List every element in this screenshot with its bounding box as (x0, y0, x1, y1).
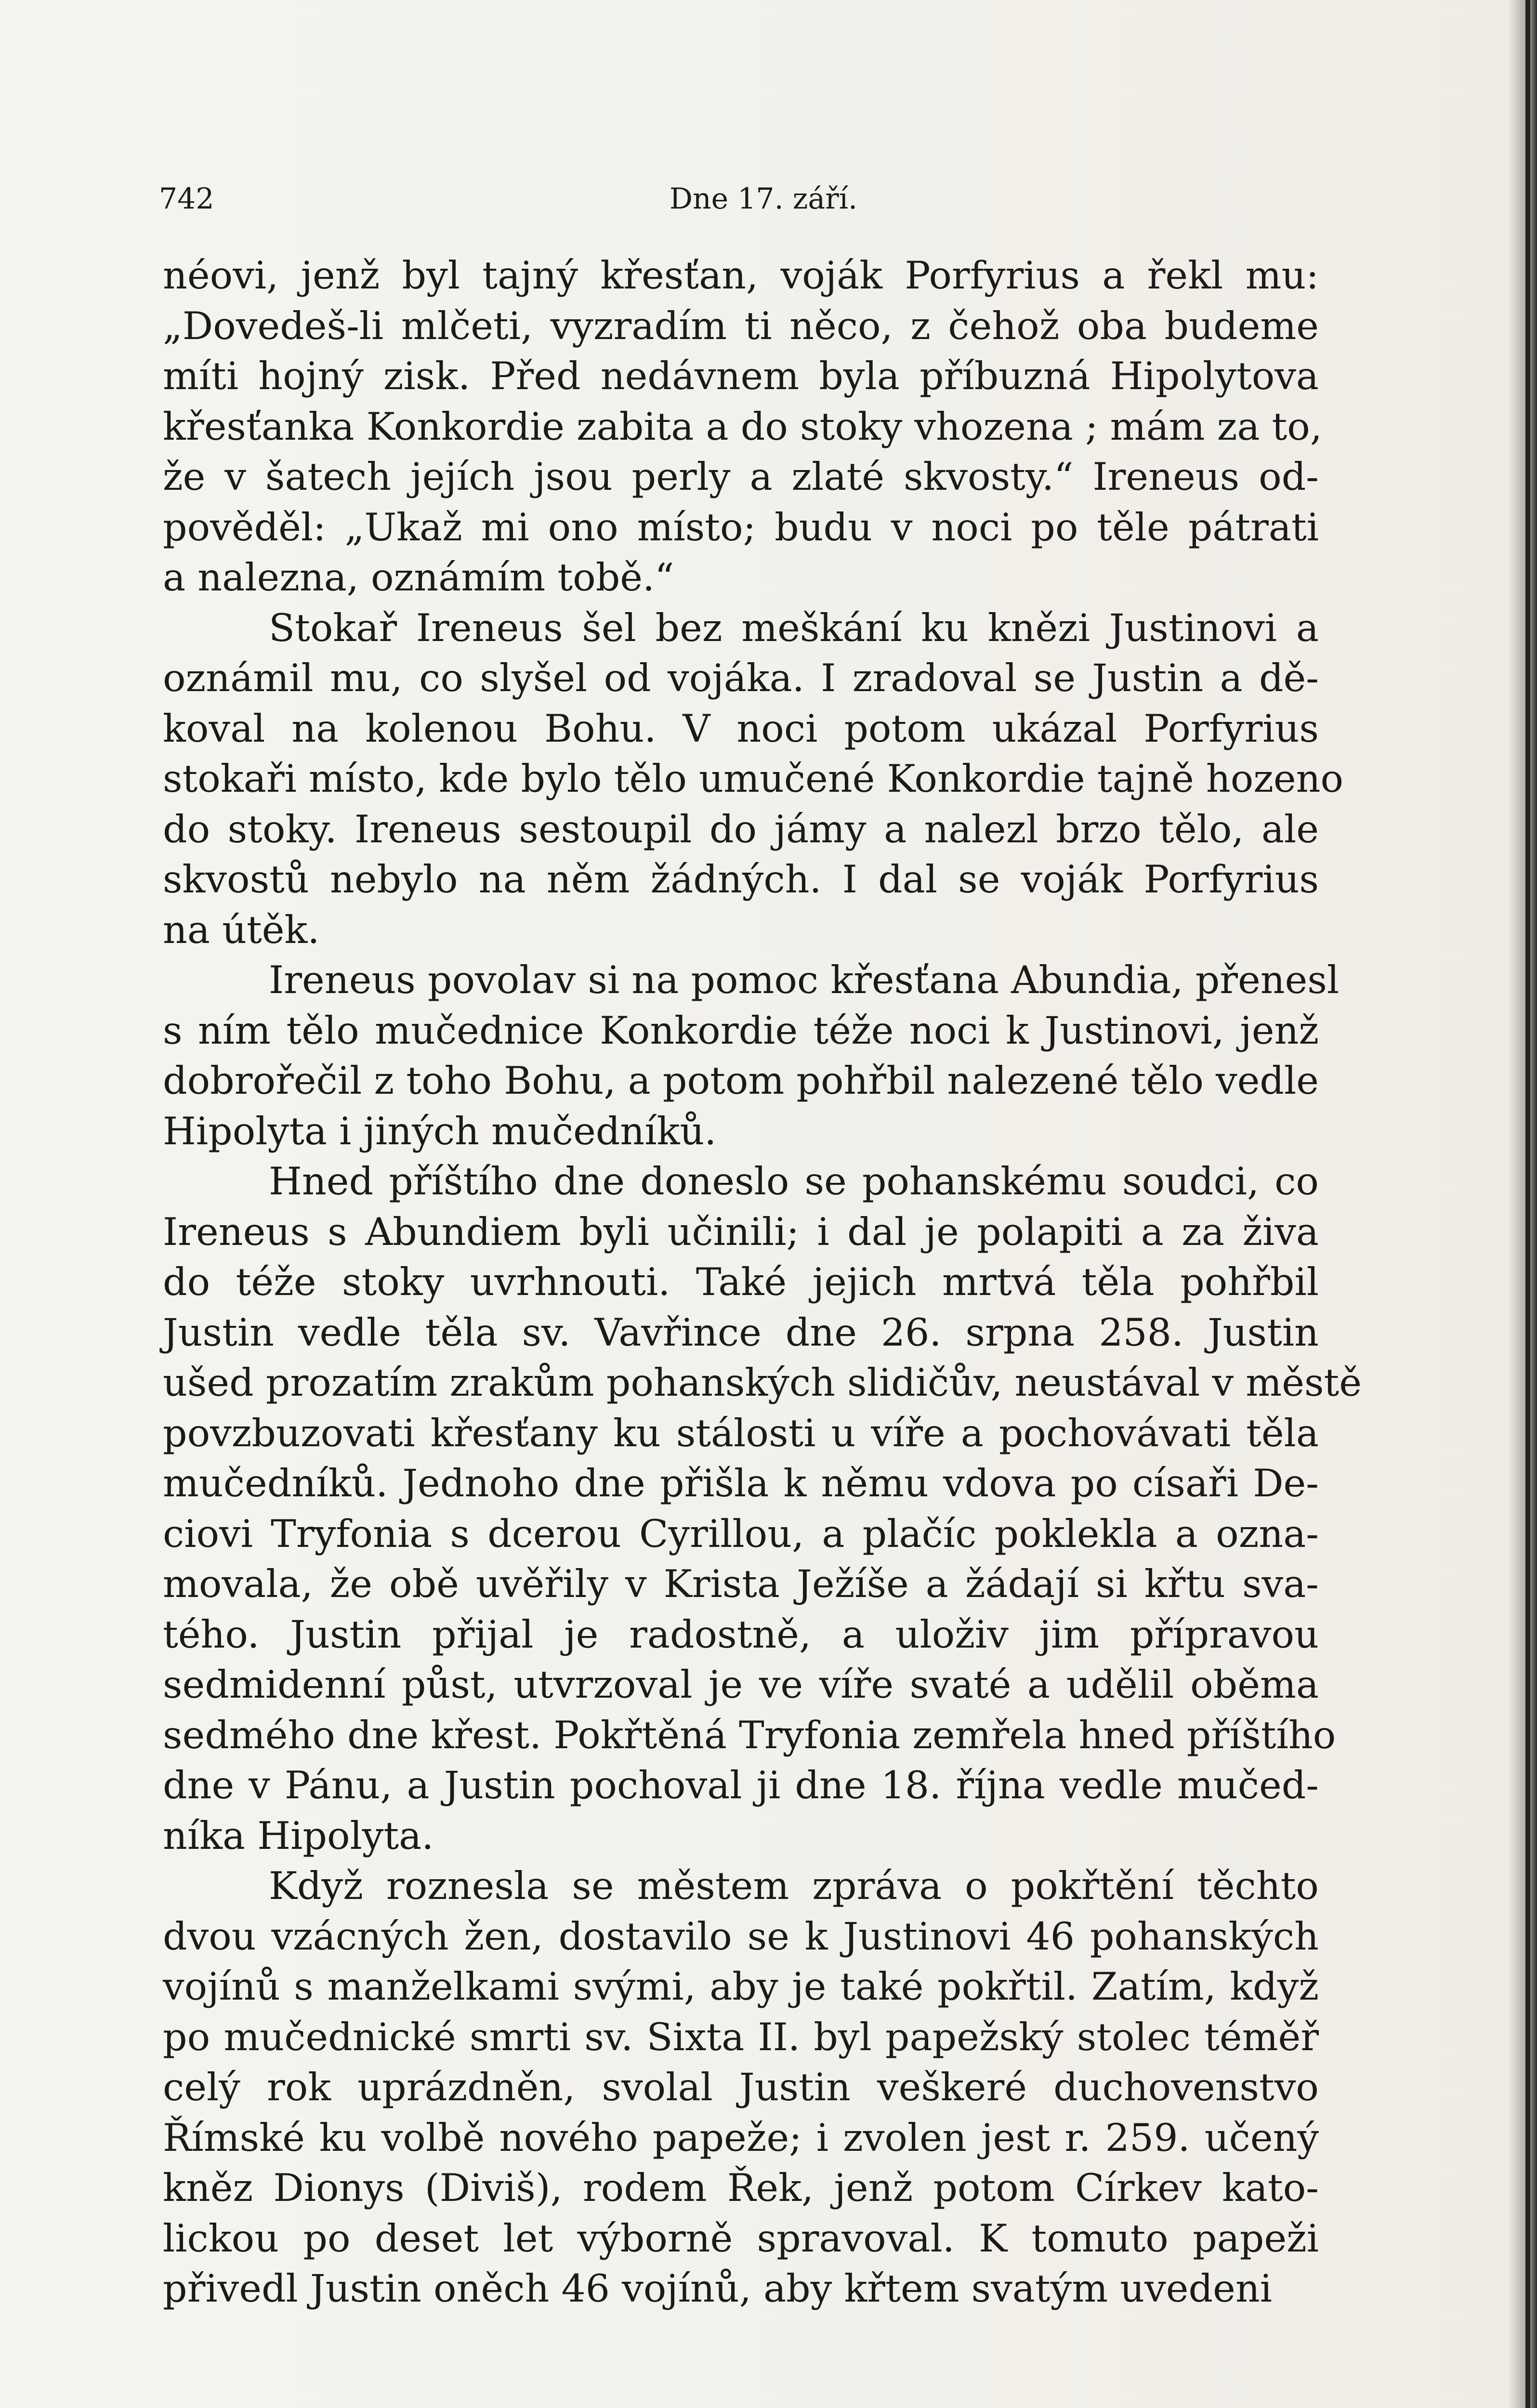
text-line: na útěk. (163, 907, 320, 952)
text-line: ušed prozatím zrakům pohanských slidičův, neustával v městě (163, 1361, 1362, 1405)
text-line: dne v Pánu, a Justin pochoval ji dne 18. října vedle mučed- (163, 1763, 1319, 1807)
text-line: movala, že obě uvěřily v Krista Ježíše a žádají si křtu sva- (163, 1562, 1319, 1606)
page-binding-edge (1525, 0, 1530, 2408)
text-line: a nalezna, oznámím tobě.“ (163, 555, 674, 600)
text-line: povzbuzovati křesťany ku stálosti u víře a pochovávati těla (163, 1411, 1319, 1455)
text-line: Stokař Ireneus šel bez meškání ku knězi Justinovi a (269, 605, 1319, 650)
paragraph (163, 250, 1322, 603)
text-line: níka Hipolyta. (163, 1813, 434, 1858)
text-line: „Dovedeš-li mlčeti, vyzradím ti něco, z čehož oba budeme (163, 303, 1319, 348)
text-line: sedmidenní půst, utvrzoval je ve víře svaté a udělil oběma (163, 1662, 1319, 1707)
paragraph (163, 603, 1344, 955)
text-line: po mučednické smrti sv. Sixta II. byl papežský stolec téměř (163, 2015, 1319, 2059)
text-line: s ním tělo mučednice Konkordie téže noci k Justinovi, jenž (163, 1008, 1319, 1053)
running-head: Dne 17. září. (669, 182, 858, 216)
page-number: 742 (159, 182, 214, 216)
text-line: ciovi Tryfonia s dcerou Cyrillou, a plačíc poklekla a ozna- (163, 1511, 1319, 1556)
text-line: přivedl Justin oněch 46 vojínů, aby křtem svatým uvedeni (163, 2266, 1272, 2311)
text-line: dobrořečil z toho Bohu, a potom pohřbil nalezené tělo vedle (163, 1059, 1319, 1103)
text-line: Římské ku volbě nového papeže; i zvolen jest r. 259. učený (163, 2115, 1319, 2160)
text-line: tého. Justin přijal je radostně, a uloživ jim přípravou (163, 1612, 1319, 1657)
text-line: Když roznesla se městem zpráva o pokřtění těchto (269, 1864, 1319, 1908)
text-line: Justin vedle těla sv. Vavřince dne 26. srpna 258. Justin (163, 1310, 1319, 1355)
text-line: Hipolyta i jiných mučedníků. (163, 1109, 717, 1153)
text-line: celý rok uprázdněn, svolal Justin veškeré duchovenstvo (163, 2065, 1319, 2109)
text-line: míti hojný zisk. Před nedávnem byla příbuzná Hipolytova (163, 354, 1319, 398)
text-line: křesťanka Konkordie zabita a do stoky vhozena ; mám za to, (163, 404, 1322, 449)
paragraph (163, 1861, 1319, 2314)
text-line: vojínů s manželkami svými, aby je také pokřtil. Zatím, když (163, 1964, 1319, 2009)
text-line: že v šatech jejích jsou perly a zlaté skvosty.“ Ireneus od- (163, 455, 1319, 499)
text-line: sedmého dne křest. Pokřtěná Tryfonia zemřela hned příštího (163, 1713, 1336, 1757)
text-line: néovi, jenž byl tajný křesťan, voják Porfyrius a řekl mu: (163, 253, 1319, 298)
text-line: dvou vzácných žen, dostavilo se k Justinovi 46 pohanských (163, 1914, 1319, 1959)
page-header (159, 177, 1325, 221)
text-line: lickou po deset let výborně spravoval. K tomuto papeži (163, 2216, 1319, 2261)
text-line: oznámil mu, co slyšel od vojáka. I zradoval se Justin a dě- (163, 656, 1319, 700)
page-edge-shadow (1508, 0, 1537, 2408)
text-line: kněz Dionys (Diviš), rodem Řek, jenž potom Církev kato- (163, 2166, 1319, 2210)
text-line: pověděl: „Ukaž mi ono místo; budu v noci po těle pátrati (163, 505, 1319, 550)
text-line: Hned příštího dne doneslo se pohanskému soudci, co (269, 1159, 1319, 1204)
paragraph (163, 1156, 1362, 1861)
paragraph (163, 955, 1340, 1156)
text-line: do stoky. Ireneus sestoupil do jámy a nalezl brzo tělo, ale (163, 807, 1319, 851)
text-line: stokaři místo, kde bylo tělo umučené Konkordie tajně hozeno (163, 757, 1344, 801)
text-line: mučedníků. Jednoho dne přišla k němu vdova po císaři De- (163, 1461, 1319, 1505)
text-line: Ireneus s Abundiem byli učinili; i dal je polapiti a za živa (163, 1209, 1319, 1254)
text-line: koval na kolenou Bohu. V noci potom ukázal Porfyrius (163, 706, 1319, 751)
text-line: skvostů nebylo na něm žádných. I dal se voják Porfyrius (163, 857, 1319, 902)
text-line: do téže stoky uvrhnouti. Také jejich mrtvá těla pohřbil (163, 1260, 1319, 1304)
body-text (163, 250, 1362, 2314)
text-line: Ireneus povolav si na pomoc křesťana Abundia, přenesl (269, 958, 1340, 1002)
